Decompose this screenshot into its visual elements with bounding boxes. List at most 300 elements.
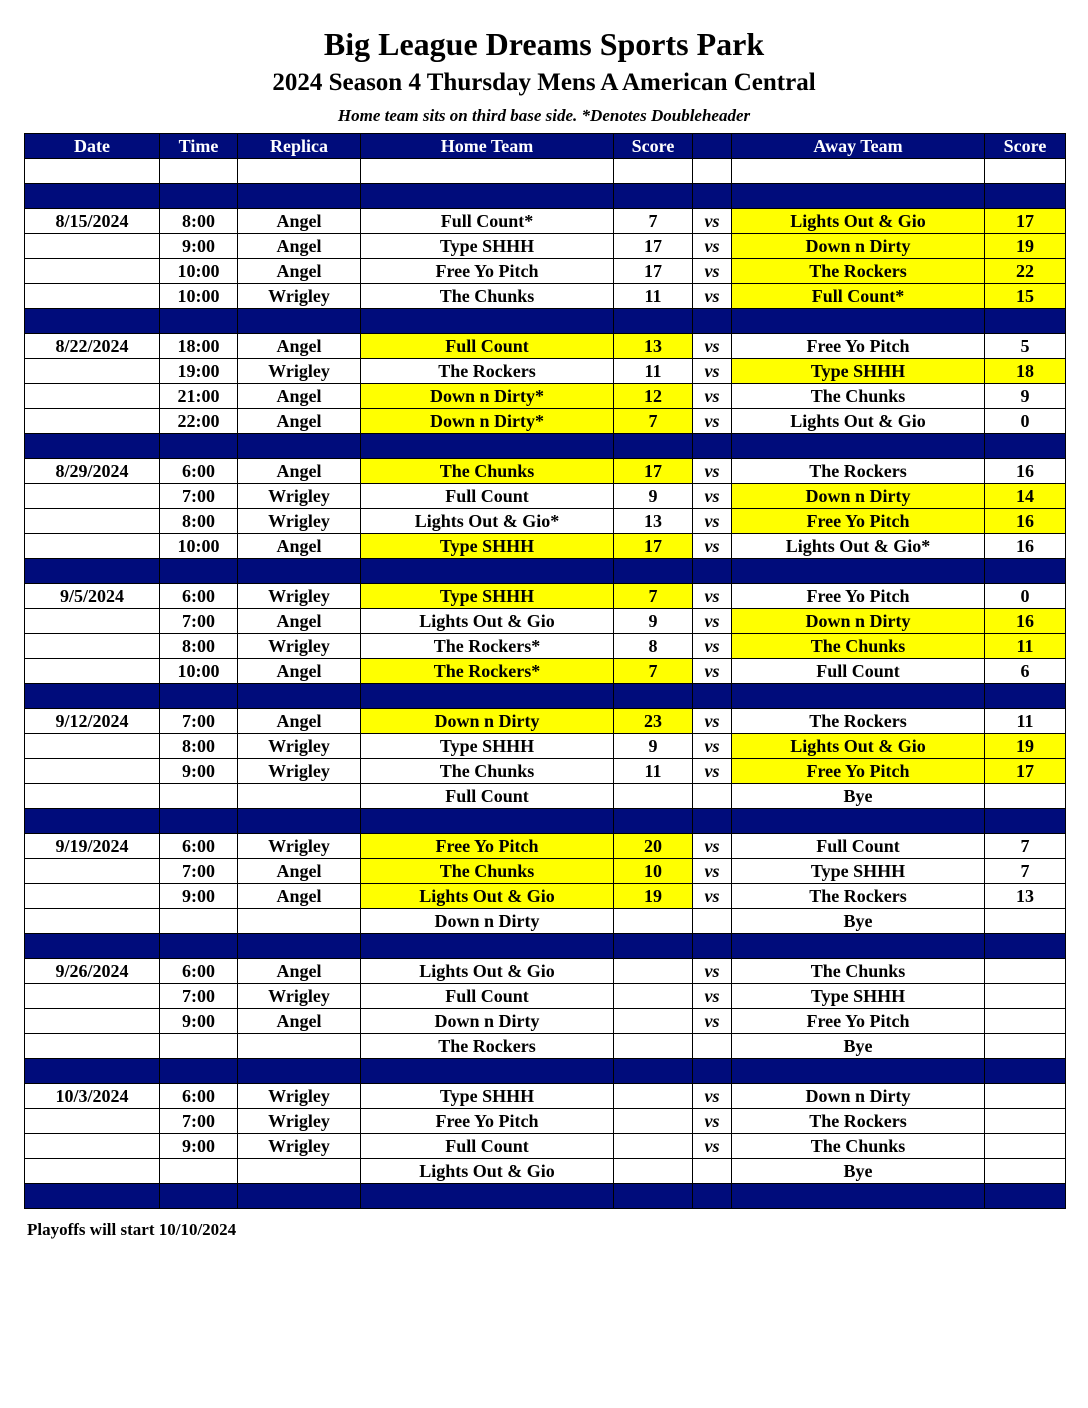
versus-label: vs <box>693 959 732 984</box>
away-team: Free Yo Pitch <box>732 584 985 609</box>
game-replica: Angel <box>238 859 361 884</box>
game-row <box>25 884 1066 909</box>
game-row <box>25 859 1066 884</box>
versus-label: vs <box>693 609 732 634</box>
home-team: Type SHHH <box>361 584 614 609</box>
game-time: 7:00 <box>160 609 238 634</box>
away-score <box>985 1134 1066 1159</box>
game-time: 10:00 <box>160 659 238 684</box>
game-time: 9:00 <box>160 1134 238 1159</box>
away-score: 17 <box>985 759 1066 784</box>
schedule-table <box>24 133 1066 1209</box>
game-row <box>25 384 1066 409</box>
home-team: The Rockers* <box>361 634 614 659</box>
game-time <box>160 1034 238 1059</box>
away-team: Lights Out & Gio <box>732 409 985 434</box>
away-team: Down n Dirty <box>732 484 985 509</box>
game-time: 7:00 <box>160 984 238 1009</box>
home-score: 13 <box>614 334 693 359</box>
versus-label: vs <box>693 484 732 509</box>
versus-label <box>693 1159 732 1184</box>
game-time: 18:00 <box>160 334 238 359</box>
home-team: Lights Out & Gio* <box>361 509 614 534</box>
home-score: 7 <box>614 209 693 234</box>
game-time: 8:00 <box>160 509 238 534</box>
playoffs-note: Playoffs will start 10/10/2024 <box>27 1220 237 1239</box>
game-replica: Wrigley <box>238 734 361 759</box>
versus-label: vs <box>693 534 732 559</box>
versus-label: vs <box>693 884 732 909</box>
home-team: Lights Out & Gio <box>361 884 614 909</box>
versus-label: vs <box>693 709 732 734</box>
away-team: Bye <box>732 784 985 809</box>
home-team: Type SHHH <box>361 734 614 759</box>
away-team: Lights Out & Gio <box>732 209 985 234</box>
game-date <box>25 534 160 559</box>
game-replica: Wrigley <box>238 509 361 534</box>
away-team: The Chunks <box>732 959 985 984</box>
away-team: Lights Out & Gio <box>732 734 985 759</box>
home-team: The Rockers <box>361 359 614 384</box>
away-score: 0 <box>985 584 1066 609</box>
home-team: Type SHHH <box>361 534 614 559</box>
home-score <box>614 1134 693 1159</box>
game-replica: Angel <box>238 209 361 234</box>
game-date <box>25 1009 160 1034</box>
home-score <box>614 1034 693 1059</box>
game-replica: Angel <box>238 259 361 284</box>
away-score: 16 <box>985 459 1066 484</box>
home-score <box>614 1084 693 1109</box>
away-score: 15 <box>985 284 1066 309</box>
game-replica: Wrigley <box>238 359 361 384</box>
home-team: The Chunks <box>361 459 614 484</box>
away-score <box>985 909 1066 934</box>
home-score: 17 <box>614 234 693 259</box>
home-score: 12 <box>614 384 693 409</box>
game-time: 10:00 <box>160 284 238 309</box>
game-time: 8:00 <box>160 634 238 659</box>
game-row <box>25 334 1066 359</box>
game-date: 9/19/2024 <box>25 834 160 859</box>
versus-label: vs <box>693 1109 732 1134</box>
game-replica: Wrigley <box>238 284 361 309</box>
versus-label <box>693 1034 732 1059</box>
header-replica: Replica <box>238 134 361 159</box>
away-score: 5 <box>985 334 1066 359</box>
game-row <box>25 1084 1066 1109</box>
game-time: 8:00 <box>160 734 238 759</box>
versus-label: vs <box>693 659 732 684</box>
game-time: 10:00 <box>160 259 238 284</box>
game-time: 9:00 <box>160 759 238 784</box>
away-score: 16 <box>985 534 1066 559</box>
away-team: The Chunks <box>732 1134 985 1159</box>
away-score: 19 <box>985 734 1066 759</box>
game-replica: Angel <box>238 534 361 559</box>
game-replica: Angel <box>238 1009 361 1034</box>
away-score <box>985 984 1066 1009</box>
versus-label: vs <box>693 759 732 784</box>
game-row <box>25 709 1066 734</box>
versus-label: vs <box>693 734 732 759</box>
game-row <box>25 634 1066 659</box>
away-team: Lights Out & Gio* <box>732 534 985 559</box>
home-score: 11 <box>614 284 693 309</box>
home-score: 7 <box>614 409 693 434</box>
game-row <box>25 659 1066 684</box>
home-team: Free Yo Pitch <box>361 1109 614 1134</box>
away-score <box>985 959 1066 984</box>
home-score: 17 <box>614 459 693 484</box>
home-score: 20 <box>614 834 693 859</box>
game-date <box>25 259 160 284</box>
away-score: 17 <box>985 209 1066 234</box>
versus-label: vs <box>693 834 732 859</box>
game-row <box>25 409 1066 434</box>
header-home-score: Score <box>614 134 693 159</box>
versus-label: vs <box>693 259 732 284</box>
home-score: 11 <box>614 759 693 784</box>
game-row <box>25 784 1066 809</box>
game-date <box>25 634 160 659</box>
away-score: 9 <box>985 384 1066 409</box>
game-time <box>160 1159 238 1184</box>
away-score: 11 <box>985 634 1066 659</box>
game-replica: Angel <box>238 384 361 409</box>
week-separator <box>25 309 1066 334</box>
away-team: Free Yo Pitch <box>732 509 985 534</box>
game-date <box>25 1109 160 1134</box>
home-team: Lights Out & Gio <box>361 1159 614 1184</box>
away-team: The Rockers <box>732 459 985 484</box>
game-row <box>25 359 1066 384</box>
versus-label: vs <box>693 459 732 484</box>
away-score <box>985 1109 1066 1134</box>
game-date: 10/3/2024 <box>25 1084 160 1109</box>
versus-label: vs <box>693 584 732 609</box>
home-team: Lights Out & Gio <box>361 609 614 634</box>
home-score: 17 <box>614 259 693 284</box>
game-replica: Angel <box>238 659 361 684</box>
doubleheader-note: Home team sits on third base side. *Denotes Doubleheader <box>337 106 751 125</box>
game-replica: Angel <box>238 959 361 984</box>
game-date: 8/22/2024 <box>25 334 160 359</box>
away-team: The Rockers <box>732 884 985 909</box>
versus-label: vs <box>693 1084 732 1109</box>
versus-label: vs <box>693 384 732 409</box>
away-score: 14 <box>985 484 1066 509</box>
game-replica: Wrigley <box>238 484 361 509</box>
game-date: 8/29/2024 <box>25 459 160 484</box>
game-replica <box>238 1159 361 1184</box>
game-row <box>25 484 1066 509</box>
game-date <box>25 484 160 509</box>
week-separator <box>25 1184 1066 1209</box>
away-score: 22 <box>985 259 1066 284</box>
home-score: 9 <box>614 484 693 509</box>
home-score <box>614 959 693 984</box>
week-separator <box>25 809 1066 834</box>
game-date <box>25 659 160 684</box>
home-team: Type SHHH <box>361 1084 614 1109</box>
home-team: The Rockers* <box>361 659 614 684</box>
game-replica: Wrigley <box>238 1084 361 1109</box>
game-time: 7:00 <box>160 484 238 509</box>
away-team: Type SHHH <box>732 359 985 384</box>
away-team: The Chunks <box>732 384 985 409</box>
away-team: Free Yo Pitch <box>732 759 985 784</box>
versus-label: vs <box>693 409 732 434</box>
game-row <box>25 909 1066 934</box>
game-replica: Wrigley <box>238 584 361 609</box>
game-replica: Wrigley <box>238 634 361 659</box>
game-date <box>25 1134 160 1159</box>
home-score <box>614 784 693 809</box>
home-team: Down n Dirty <box>361 709 614 734</box>
versus-label <box>693 909 732 934</box>
game-date: 9/5/2024 <box>25 584 160 609</box>
game-row <box>25 1134 1066 1159</box>
header-date: Date <box>25 134 160 159</box>
home-score: 13 <box>614 509 693 534</box>
game-replica: Wrigley <box>238 1109 361 1134</box>
game-time: 6:00 <box>160 959 238 984</box>
game-time <box>160 909 238 934</box>
game-row <box>25 534 1066 559</box>
away-score: 16 <box>985 509 1066 534</box>
away-score <box>985 1159 1066 1184</box>
game-date <box>25 734 160 759</box>
week-separator <box>25 1059 1066 1084</box>
home-score <box>614 984 693 1009</box>
game-date <box>25 384 160 409</box>
home-score: 19 <box>614 884 693 909</box>
versus-label: vs <box>693 359 732 384</box>
game-time: 6:00 <box>160 1084 238 1109</box>
game-replica: Angel <box>238 609 361 634</box>
header-away-team: Away Team <box>732 134 985 159</box>
game-date <box>25 234 160 259</box>
game-row <box>25 259 1066 284</box>
home-team: Full Count <box>361 984 614 1009</box>
header-row <box>25 134 1066 159</box>
game-replica <box>238 909 361 934</box>
game-replica: Angel <box>238 709 361 734</box>
away-score <box>985 784 1066 809</box>
home-score: 9 <box>614 734 693 759</box>
home-team: Full Count <box>361 484 614 509</box>
away-score: 6 <box>985 659 1066 684</box>
game-row <box>25 284 1066 309</box>
home-score <box>614 1109 693 1134</box>
away-score <box>985 1034 1066 1059</box>
home-score: 17 <box>614 534 693 559</box>
home-team: The Chunks <box>361 859 614 884</box>
game-time <box>160 784 238 809</box>
game-date <box>25 859 160 884</box>
blank-row <box>25 159 1066 184</box>
game-row <box>25 234 1066 259</box>
game-date <box>25 409 160 434</box>
game-date: 8/15/2024 <box>25 209 160 234</box>
home-score: 7 <box>614 659 693 684</box>
game-date <box>25 359 160 384</box>
game-time: 19:00 <box>160 359 238 384</box>
home-team: Full Count <box>361 1134 614 1159</box>
versus-label: vs <box>693 859 732 884</box>
away-team: Down n Dirty <box>732 1084 985 1109</box>
game-replica: Wrigley <box>238 984 361 1009</box>
home-score: 11 <box>614 359 693 384</box>
game-replica <box>238 1034 361 1059</box>
game-time: 21:00 <box>160 384 238 409</box>
game-replica: Angel <box>238 884 361 909</box>
game-time: 8:00 <box>160 209 238 234</box>
game-replica: Wrigley <box>238 759 361 784</box>
away-team: The Rockers <box>732 709 985 734</box>
game-date: 9/26/2024 <box>25 959 160 984</box>
home-score: 7 <box>614 584 693 609</box>
versus-label: vs <box>693 1009 732 1034</box>
away-score <box>985 1009 1066 1034</box>
week-separator <box>25 559 1066 584</box>
game-row <box>25 734 1066 759</box>
versus-label: vs <box>693 209 732 234</box>
game-time: 7:00 <box>160 859 238 884</box>
game-row <box>25 209 1066 234</box>
home-team: The Chunks <box>361 759 614 784</box>
game-row <box>25 984 1066 1009</box>
away-team: Free Yo Pitch <box>732 334 985 359</box>
versus-label: vs <box>693 634 732 659</box>
page-subtitle: 2024 Season 4 Thursday Mens A American Central <box>272 69 816 96</box>
header-home-team: Home Team <box>361 134 614 159</box>
game-row <box>25 509 1066 534</box>
game-replica: Angel <box>238 459 361 484</box>
home-team: Lights Out & Gio <box>361 959 614 984</box>
away-score: 7 <box>985 859 1066 884</box>
away-score: 16 <box>985 609 1066 634</box>
home-team: Down n Dirty* <box>361 384 614 409</box>
home-team: Full Count* <box>361 209 614 234</box>
game-time: 10:00 <box>160 534 238 559</box>
versus-label: vs <box>693 334 732 359</box>
away-score: 0 <box>985 409 1066 434</box>
game-row <box>25 609 1066 634</box>
game-time: 9:00 <box>160 884 238 909</box>
game-row <box>25 1009 1066 1034</box>
versus-label: vs <box>693 984 732 1009</box>
versus-label: vs <box>693 509 732 534</box>
home-score: 23 <box>614 709 693 734</box>
away-team: Free Yo Pitch <box>732 1009 985 1034</box>
versus-label: vs <box>693 234 732 259</box>
week-separator <box>25 934 1066 959</box>
away-score: 13 <box>985 884 1066 909</box>
header-time: Time <box>160 134 238 159</box>
away-team: Full Count <box>732 659 985 684</box>
home-team: The Chunks <box>361 284 614 309</box>
game-row <box>25 584 1066 609</box>
away-team: Bye <box>732 1034 985 1059</box>
game-date: 9/12/2024 <box>25 709 160 734</box>
game-row <box>25 459 1066 484</box>
game-row <box>25 1109 1066 1134</box>
game-time: 9:00 <box>160 234 238 259</box>
week-separator <box>25 184 1066 209</box>
game-date <box>25 509 160 534</box>
home-team: Free Yo Pitch <box>361 834 614 859</box>
game-date <box>25 884 160 909</box>
game-row <box>25 1034 1066 1059</box>
away-team: Down n Dirty <box>732 609 985 634</box>
game-row <box>25 1159 1066 1184</box>
home-team: The Rockers <box>361 1034 614 1059</box>
away-score: 19 <box>985 234 1066 259</box>
game-date <box>25 1034 160 1059</box>
home-team: Down n Dirty <box>361 909 614 934</box>
away-team: Bye <box>732 1159 985 1184</box>
game-date <box>25 909 160 934</box>
home-team: Down n Dirty <box>361 1009 614 1034</box>
away-team: Down n Dirty <box>732 234 985 259</box>
game-replica: Angel <box>238 334 361 359</box>
home-score: 10 <box>614 859 693 884</box>
game-replica: Angel <box>238 234 361 259</box>
game-date <box>25 284 160 309</box>
home-score <box>614 1159 693 1184</box>
game-time: 7:00 <box>160 709 238 734</box>
away-team: Type SHHH <box>732 859 985 884</box>
versus-label <box>693 784 732 809</box>
game-replica <box>238 784 361 809</box>
game-replica: Wrigley <box>238 1134 361 1159</box>
home-score: 9 <box>614 609 693 634</box>
away-team: Full Count* <box>732 284 985 309</box>
away-team: Type SHHH <box>732 984 985 1009</box>
home-team: Type SHHH <box>361 234 614 259</box>
game-time: 9:00 <box>160 1009 238 1034</box>
away-team: Full Count <box>732 834 985 859</box>
away-score: 11 <box>985 709 1066 734</box>
away-score <box>985 1084 1066 1109</box>
game-row <box>25 959 1066 984</box>
game-row <box>25 834 1066 859</box>
game-time: 6:00 <box>160 834 238 859</box>
week-separator <box>25 434 1066 459</box>
game-replica: Angel <box>238 409 361 434</box>
schedule-body <box>25 159 1066 1209</box>
away-score: 7 <box>985 834 1066 859</box>
home-score <box>614 909 693 934</box>
home-score <box>614 1009 693 1034</box>
home-team: Full Count <box>361 784 614 809</box>
header-away-score: Score <box>985 134 1066 159</box>
game-date <box>25 1159 160 1184</box>
home-score: 8 <box>614 634 693 659</box>
page-title: Big League Dreams Sports Park <box>323 26 765 62</box>
game-row <box>25 759 1066 784</box>
away-team: Bye <box>732 909 985 934</box>
home-team: Full Count <box>361 334 614 359</box>
week-separator <box>25 684 1066 709</box>
game-time: 6:00 <box>160 584 238 609</box>
game-time: 7:00 <box>160 1109 238 1134</box>
versus-label: vs <box>693 284 732 309</box>
header-vs <box>693 134 732 159</box>
home-team: Free Yo Pitch <box>361 259 614 284</box>
